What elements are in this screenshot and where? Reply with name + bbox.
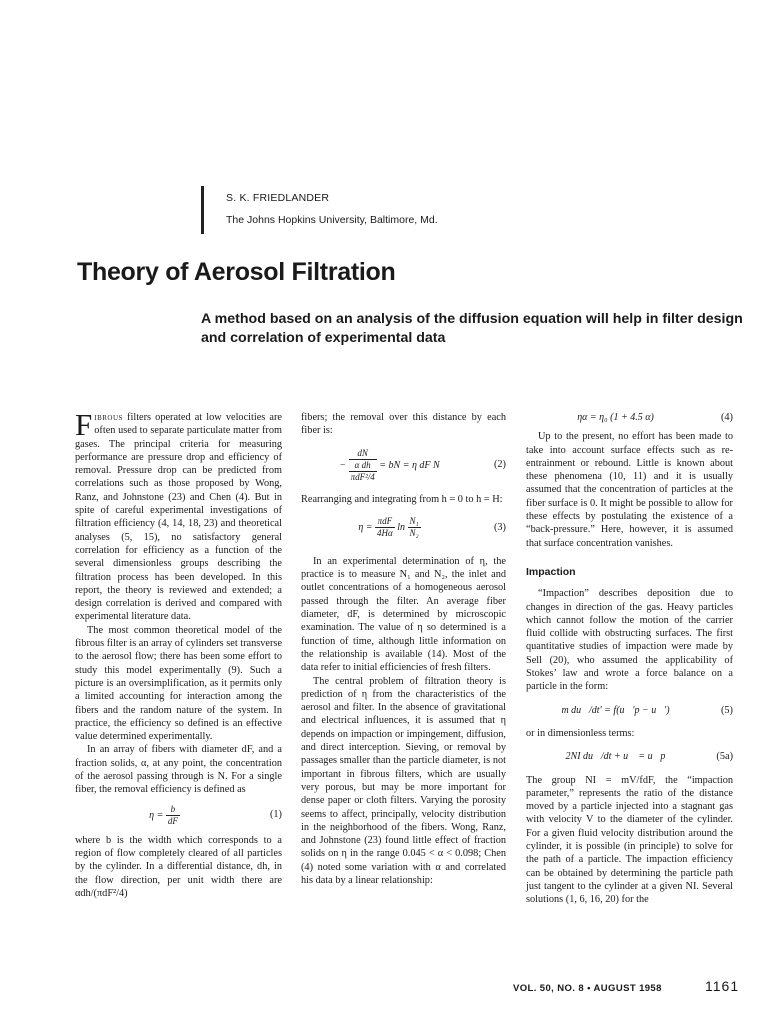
eq1-lhs: η = — [149, 809, 164, 821]
paragraph: fibers; the removal over this distance by each fiber is: — [301, 412, 506, 437]
eq2-den-bottom: πdF²/4 — [350, 471, 375, 482]
paragraph: or in dimensionless terms: — [526, 727, 635, 739]
article-subtitle: A method based on an analysis of the diffusion equation will help in filter design and correlation of experimental data — [201, 311, 743, 346]
eq2-rhs: = bN = η dF N — [379, 459, 440, 471]
drop-cap: F — [75, 407, 93, 442]
eq5-expression: m du⃗/dt′ = f(u⃗′p − u⃗′) — [561, 704, 670, 716]
eq3-denominator-2: N₂ — [409, 527, 419, 538]
eq3-numerator-2: N₁ — [409, 515, 419, 526]
lead-in: ibrous — [94, 412, 123, 423]
equation-3 — [301, 516, 506, 539]
eq3-lhs: η = — [358, 521, 373, 533]
equation-4 — [526, 411, 733, 424]
equation-2 — [301, 448, 506, 483]
article-title: Theory of Aerosol Filtration — [77, 258, 396, 286]
intro-text: filters operated at low velocities are often used to separate particulate matter from gases. The principal criteria for measuring performance are pressure drop and efficiency of removal. Pressure drop can be predicted from correlations such as those proposed by Wong, Ranz, and Johnstone (23) and Chen (4). But in spite of careful experimental investigations of filtration efficiency (4, 14, 18, 23) and theoretical analyses (5, 15), no satisfactory general correlation for efficiency as a function of the several dimensionless groups describing the filtration process has been developed. In this report, the theory is reviewed and extended; a design correlation is derived and compared with experimental literature data. — [75, 412, 282, 623]
paragraph: Rearranging and integrating from h = 0 to h = H: — [301, 493, 503, 505]
paragraph: The most common theoretical model of the fibrous filter is an array of cylinders set transverse to the aerosol flow; there has been some effort to study this model experimentally (9). Such a picture is an oversimplification, as it permits only a limited accounting for interaction among the fibers and the random nature of the system. In practice, the efficiency so defined is an effective value determined experimentally. — [75, 624, 283, 743]
page-number: 1161 — [705, 978, 740, 994]
eq3-numerator: πdF — [375, 516, 395, 528]
paragraph: In an array of fibers with diameter dF, and a fraction solids, α, at any point, the concentration of the aerosol passing through is N. For a single fiber, the removal efficiency is defined as — [75, 744, 282, 796]
column-3 — [526, 411, 733, 907]
author-name: S. K. FRIEDLANDER — [226, 192, 330, 204]
eq2-prefix: − — [339, 459, 347, 471]
eq3-ln: ln — [397, 521, 406, 533]
equation-1 — [75, 804, 282, 827]
eq3-denominator: 4Hα — [377, 527, 393, 538]
paragraph: In an experimental determination of η, the practice is to measure N₁ and N₂, the inlet and outlet concentrations of a homogeneous aerosol passed through the filter. An average fiber diameter, dF, is determined by microscopic examination. The value of η so determined is a function of time, although little information on the relationship is available (14). Most of the data refer to initial efficiencies of fresh filters. — [301, 555, 506, 674]
eq4-expression: ηα = η₀ (1 + 4.5 α) — [577, 412, 654, 423]
section-heading-impaction: Impaction — [526, 565, 576, 578]
eq5-label: (5) — [720, 704, 733, 716]
equation-5 — [526, 704, 733, 717]
eq3-label: (3) — [493, 521, 506, 533]
column-1 — [75, 407, 283, 900]
eq1-label: (1) — [269, 809, 282, 821]
equation-5a — [526, 750, 733, 763]
eq2-den-top: α dh — [349, 460, 377, 472]
paragraph: Up to the present, no effort has been made to take into account surface effects such as re-entrainment or rebound. Little is known about these phenomena (10, 11) and it is usually assumed that the concentration of particles at the fiber surface is 0. It might be possible to allow for these effects by postulating the existence of a “back-pressure.” Here, however, it is assumed that surface concentration vanishes. — [526, 431, 733, 549]
eq1-denominator: dF — [167, 815, 178, 826]
paragraph: “Impaction” describes deposition due to changes in direction of the gas. Heavy particles which cannot follow the motion of the carrier fluid collide with obstructing surfaces. The first quantitative studies of impaction were made by Sell (20), who assumed the applicability of Stokes’ law and wrote a force balance on a particle in the form: — [526, 588, 733, 693]
eq4-label: (4) — [720, 412, 733, 423]
eq2-label: (2) — [493, 459, 506, 471]
author-rule — [201, 186, 204, 234]
issue-footer: VOL. 50, NO. 8 • AUGUST 1958 — [513, 983, 662, 994]
paragraph: The central problem of filtration theory is prediction of η from the characteristics of the aerosol and filter. In the absence of gravitational and electrical influences, it is assumed that η depends on impaction or impingement, diffusion, and direct interception. Sieving, or removal by passages smaller than the particle diameter, is not important in fibrous filters, which are usually very porous, but may be more important for dense paper or cloth filters. Varying the porosity seems to affect, principally, velocity distribution in the neighborhood of the fibers. Wong, Ranz, and Johnstone (23) found little effect of fraction solids on η in the range 0.045 < α < 0.098; Chen (4) noted some variation with α and correlated his data by a linear relationship: — [301, 675, 506, 887]
eq5a-expression: 2NI du⃗/dt + u⃗ = u⃗p — [565, 751, 666, 763]
eq1-numerator: b — [166, 804, 180, 816]
column-2 — [301, 411, 506, 887]
eq5a-label: (5a) — [716, 751, 733, 763]
author-affiliation: The Johns Hopkins University, Baltimore, Md. — [226, 214, 438, 226]
paragraph-intro — [75, 407, 282, 624]
paragraph: The group NI = mV/fdF, the “impaction parameter,” represents the ratio of the distance moved by a particle injected into a stagnant gas with velocity V to the diameter of the cylinder. For a given fluid velocity distribution around the cylinder, it is possible (in principle) to solve for the path of a particle. The impaction efficiency can be obtained by determining the particle path just tangent to the cylinder at a given NI. Several solutions (1, 6, 16, 20) for the — [526, 774, 733, 906]
paragraph: where b is the width which corresponds to a region of flow completely cleared of all particles by the cylinder. In a differential distance, dh, in the flow direction, per unit width there are αdh/(πdF²/4) — [75, 834, 282, 899]
eq2-numerator: dN — [349, 448, 377, 460]
